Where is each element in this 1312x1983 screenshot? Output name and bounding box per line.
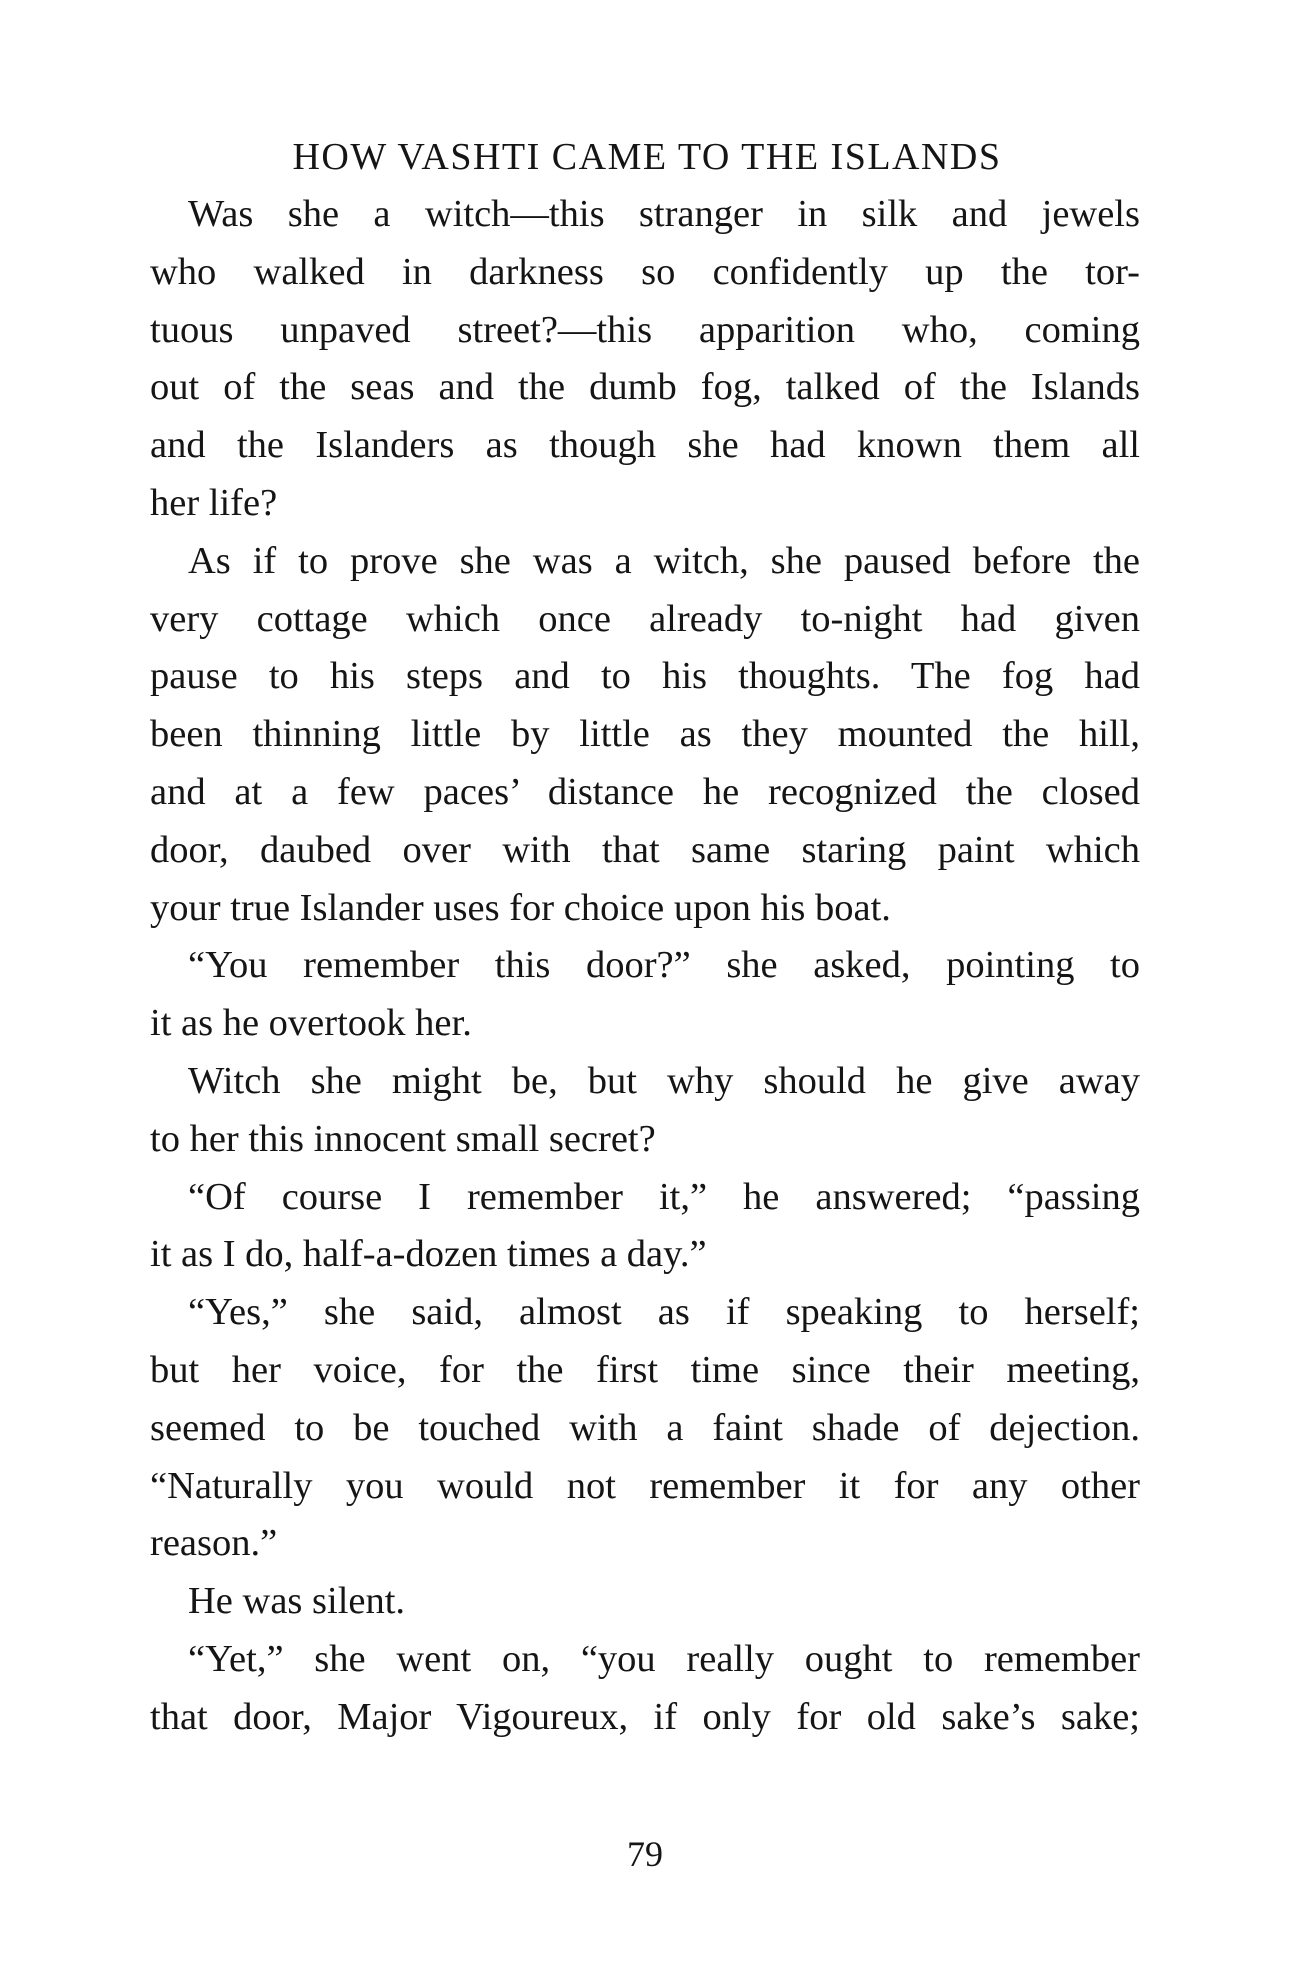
text-line: reason.” bbox=[150, 1522, 278, 1565]
text-line: door, daubed over with that same staring paint which bbox=[150, 828, 1140, 871]
text-line: “Yet,” she went on, “you really ought to remember bbox=[188, 1637, 1140, 1680]
text-line: and at a few paces’ distance he recognized the closed bbox=[150, 770, 1140, 813]
text-line: who walked in darkness so confidently up the tor- bbox=[150, 250, 1140, 293]
text-line: Was she a witch—this stranger in silk and jewels bbox=[188, 193, 1140, 235]
text-line: it as he overtook her. bbox=[150, 1002, 472, 1045]
text-line: “You remember this door?” she asked, pointing to bbox=[188, 944, 1140, 987]
text-line: her life? bbox=[150, 481, 278, 524]
text-line: to her this innocent small secret? bbox=[150, 1117, 656, 1160]
text-line: out of the seas and the dumb fog, talked of the Islands bbox=[150, 366, 1140, 409]
text-line: As if to prove she was a witch, she paused before the bbox=[188, 539, 1140, 582]
text-line: been thinning little by little as they mounted the hill, bbox=[150, 713, 1140, 756]
text-line: very cottage which once already to-night had given bbox=[150, 597, 1140, 640]
page-number: 79 bbox=[627, 1834, 663, 1874]
text-line: “Naturally you would not remember it for any other bbox=[150, 1464, 1140, 1507]
text-line: but her voice, for the first time since their meeting, bbox=[150, 1348, 1140, 1391]
text-line: your true Islander uses for choice upon his boat. bbox=[150, 886, 891, 929]
text-line: pause to his steps and to his thoughts. The fog had bbox=[150, 655, 1140, 698]
book-page bbox=[150, 134, 1140, 1874]
text-line: “Yes,” she said, almost as if speaking to herself; bbox=[188, 1291, 1140, 1334]
text-line: it as I do, half-a-dozen times a day.” bbox=[150, 1233, 707, 1276]
body-text bbox=[150, 186, 1140, 1747]
text-line: tuous unpaved street?—this apparition who, coming bbox=[150, 308, 1140, 351]
text-line: Witch she might be, but why should he give away bbox=[188, 1059, 1140, 1102]
text-line: He was silent. bbox=[188, 1580, 406, 1623]
running-head: HOW VASHTI CAME TO THE ISLANDS bbox=[292, 136, 1002, 178]
text-line: and the Islanders as though she had known them all bbox=[150, 424, 1140, 467]
text-line: seemed to be touched with a faint shade of dejection. bbox=[150, 1406, 1140, 1449]
text-line: that door, Major Vigoureux, if only for old sake’s sake; bbox=[150, 1695, 1140, 1738]
text-line: “Of course I remember it,” he answered; “passing bbox=[188, 1175, 1140, 1218]
